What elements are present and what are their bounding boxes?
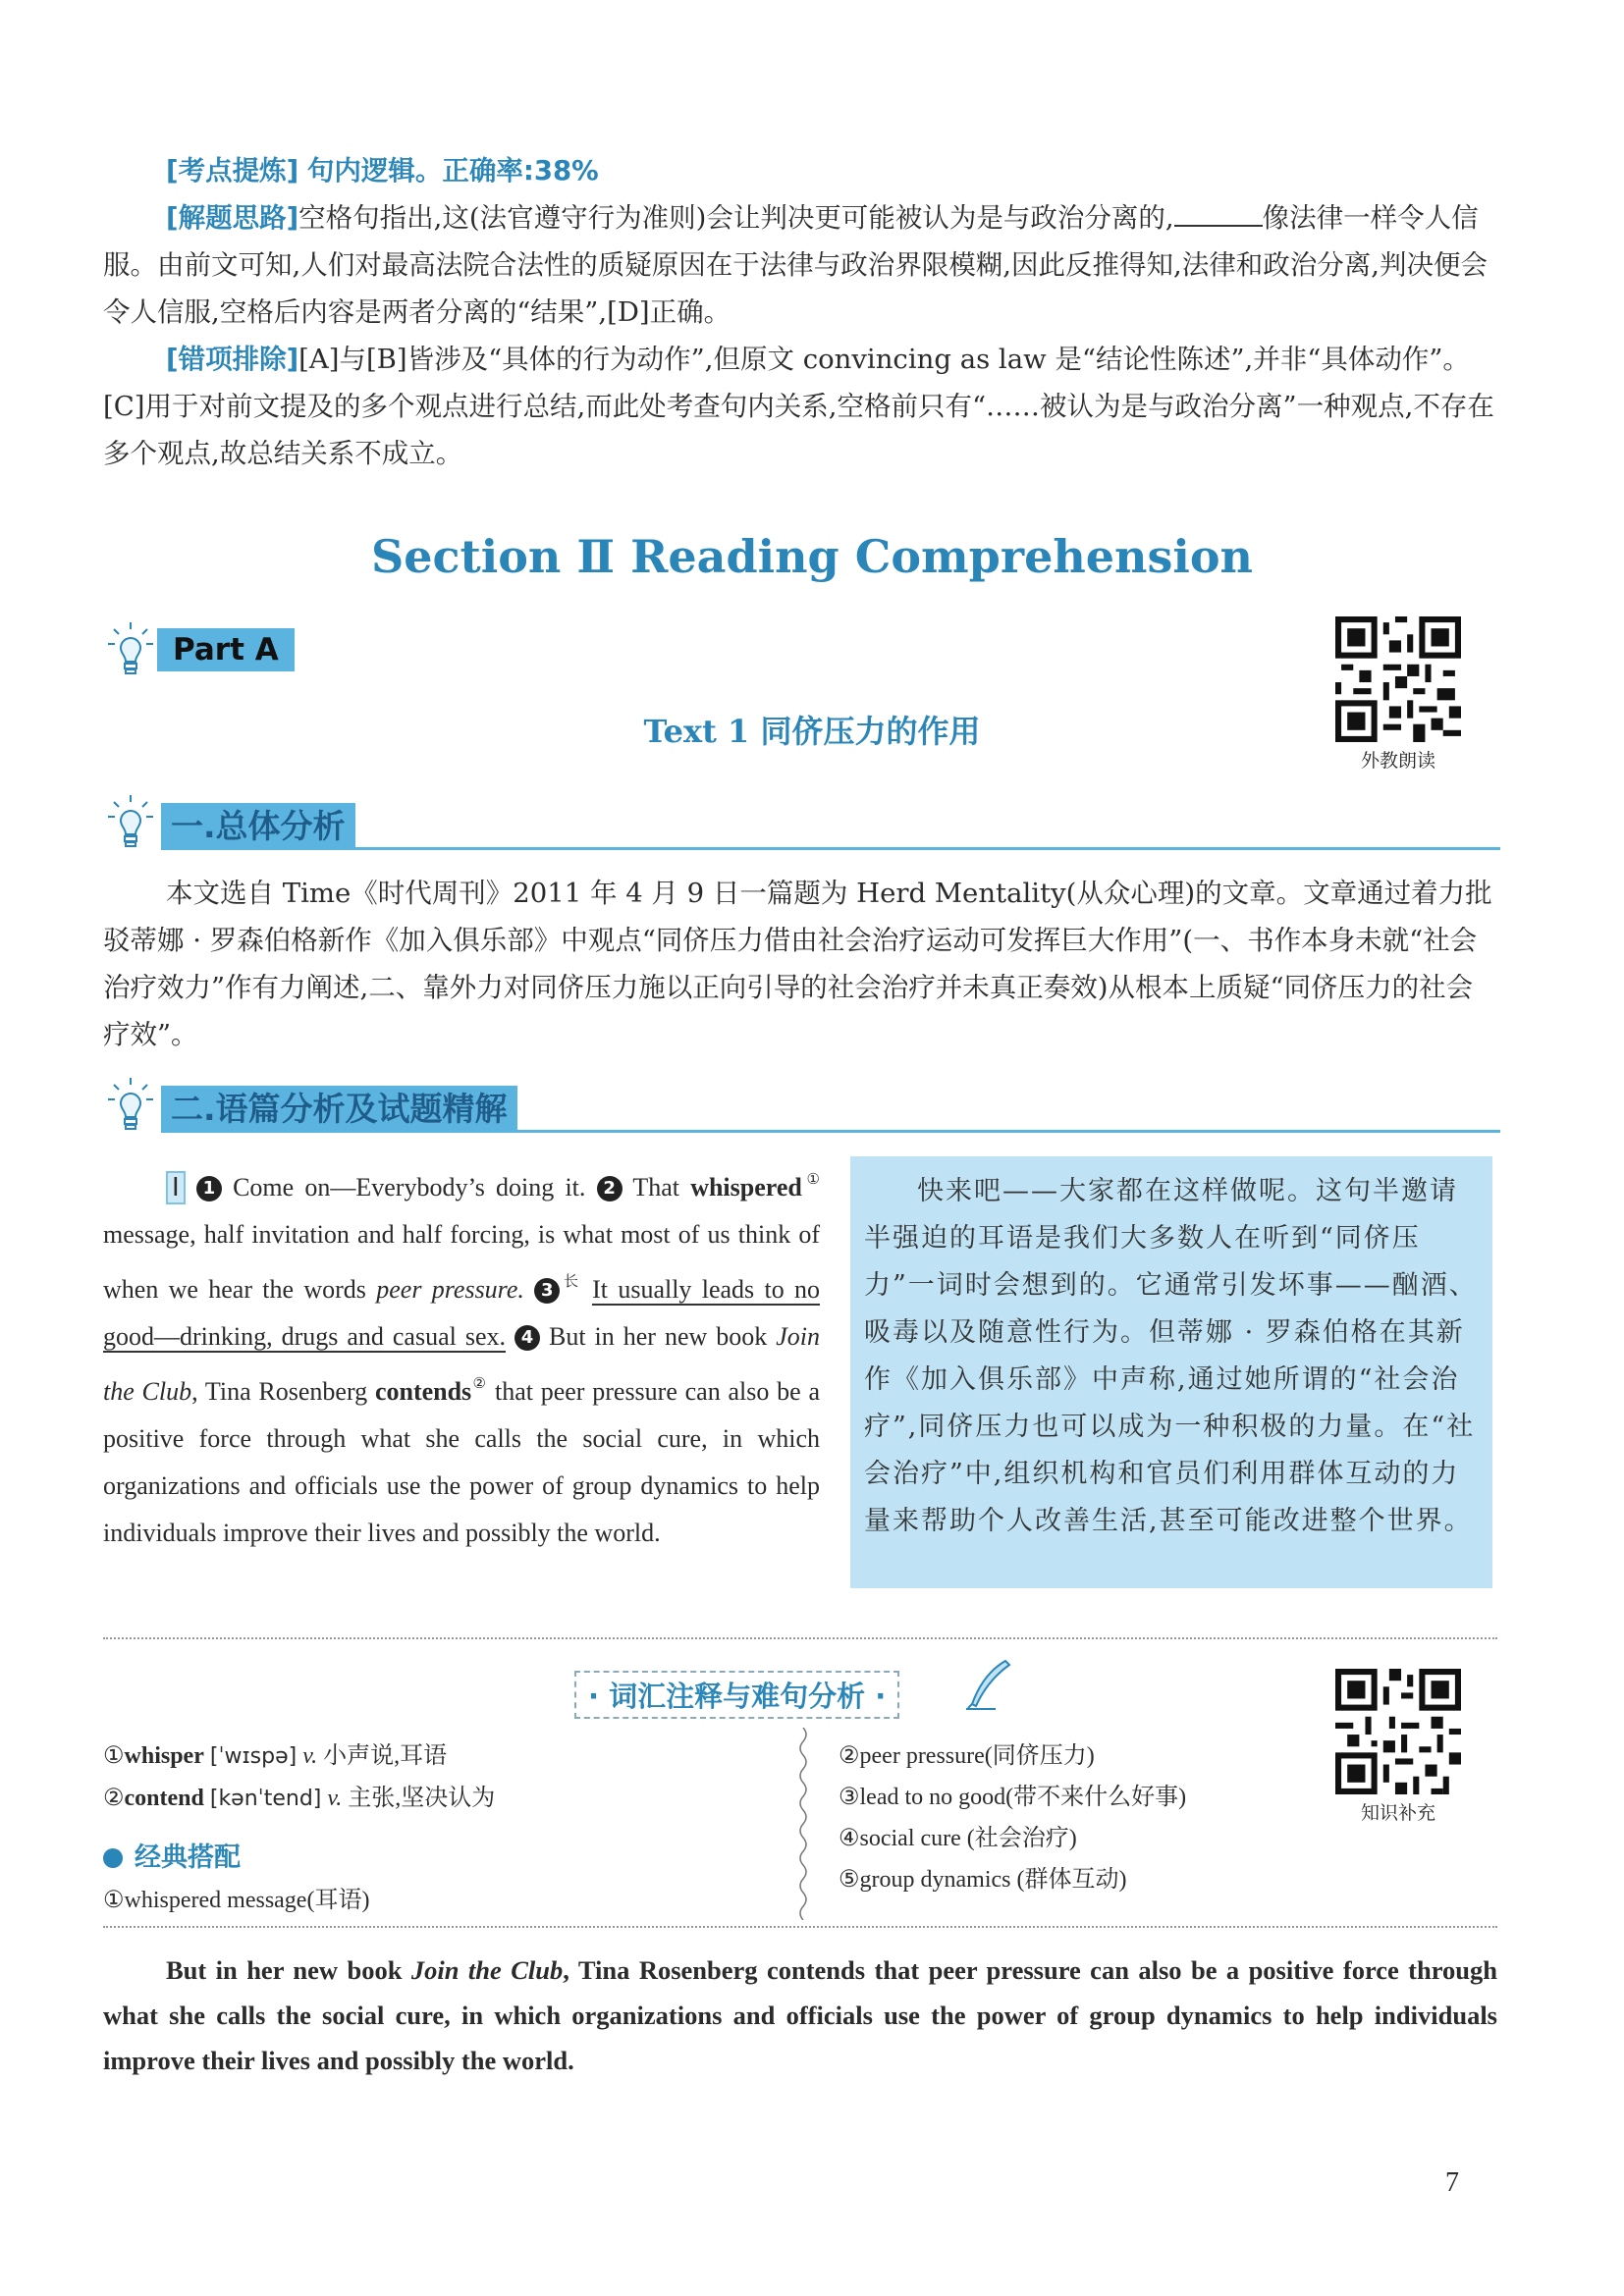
heading-1-label: 一.总体分析 (161, 803, 355, 850)
sentence-2b: message, half invitation and half forcing, is what most of us think of when we hear the words (103, 1220, 820, 1304)
heading-1-rule (161, 847, 1500, 850)
sentence-4b: , Tina Rosenberg (191, 1377, 368, 1406)
vocab-contends: contends (374, 1377, 472, 1406)
vocab-meaning: 小声说,耳语 (323, 1743, 448, 1769)
sentence-number-3: 3 (534, 1278, 560, 1304)
key-sentence-a: But in her new book (166, 1955, 403, 1985)
key-sentence (103, 1948, 1497, 2083)
vocab-pos: v. (327, 1786, 343, 1811)
vocab-meaning: 主张,坚决认为 (348, 1786, 496, 1811)
collocation-title: 经典搭配 (135, 1842, 241, 1873)
qr-label-knowledge: 知识补充 (1360, 1802, 1435, 1824)
paragraph-number: Ⅰ (166, 1171, 186, 1204)
footnote-2: ② (471, 1376, 488, 1392)
translation-text: 快来吧——大家都在这样做呢。这句半邀请半强迫的耳语是我们大多数人在听到“同侪压力”一词时会想到的。它通常引发坏事——酗酒、吸毒以及随意性行为。但蒂娜 · 罗森伯格在其新作《加入俱乐部》中声称,通过她所谓的“社会治疗”,同侪压力也可以成为一种积极的力量。在“社会治疗”中,组织机构和官员们利用群体互动的力量来帮助个人改善生活,甚至可能改进整个世界。 (864, 1176, 1478, 1536)
vocab-right-column (839, 1735, 1310, 1900)
text-title: Text 1 同侪压力的作用 (643, 713, 981, 750)
jieti-text-1: 空格句指出,这(法官遵守行为准则)会让判决更可能被认为是与政治分离的, (298, 202, 1174, 234)
section-title: Section Ⅱ Reading Comprehension (371, 530, 1253, 583)
heading-2-label: 二.语篇分析及试题精解 (161, 1086, 517, 1133)
vocab-phonetic: [kənˈtend] (209, 1787, 322, 1811)
kaodian-line (103, 147, 1497, 194)
sentence-2a: That (632, 1173, 679, 1201)
lightbulb-icon (106, 793, 155, 852)
lightbulb-icon (106, 620, 155, 679)
vocab-whispered: whispered (690, 1173, 802, 1201)
vocab-section-title: · 词汇注释与难句分析 · (574, 1671, 899, 1719)
cuoxiang-line (103, 336, 1497, 477)
sentence-1: Come on—Everybody’s doing it. (233, 1173, 586, 1201)
divider-top (103, 1637, 1497, 1639)
quill-pen-icon (966, 1659, 1011, 1710)
key-sentence-book-title: Join the Club (410, 1955, 564, 1985)
phrase-item: ③lead to no good(带不来什么好事) (839, 1785, 1187, 1810)
vocab-phonetic: [ˈwɪspə] (209, 1744, 298, 1769)
sentence-number-4: 4 (514, 1325, 540, 1351)
sentence-number-2: 2 (597, 1176, 623, 1201)
heading-discourse-analysis (106, 1080, 1500, 1131)
vocab-entry-whisper (103, 1735, 771, 1778)
footnote-1: ① (801, 1172, 820, 1188)
sentence-4a: But in her new book (549, 1322, 768, 1351)
collocation-heading (103, 1838, 771, 1880)
qr-code-icon[interactable] (1335, 616, 1461, 742)
jieti-line (103, 194, 1497, 336)
qr-code-icon[interactable] (1335, 1669, 1461, 1794)
english-passage (103, 1156, 820, 1557)
jieti-text-2: 像 (1262, 202, 1290, 234)
vocab-word: whisper (124, 1743, 204, 1769)
overview-paragraph (103, 870, 1497, 1058)
jieti-text-3: 法律一样令人信服。由前文可知,人们对最高法院合法性的质疑原因在于法律与政治界限模糊,因此反推得知,法律和政治分离,判决便会令人信服,空格后内容是两者分离的“结果”,[D]正确。 (103, 202, 1488, 328)
cuoxiang-tag: [错项排除] (166, 344, 299, 375)
book-title: Join the Club (103, 1322, 821, 1406)
jieti-tag: [解题思路] (166, 202, 299, 234)
bullet-dot-icon (103, 1848, 123, 1868)
overview-text: 本文选自 Time《时代周刊》2011 年 4 月 9 日一篇题为 Herd Mentality(从众心理)的文章。文章通过着力批驳蒂娜 · 罗森伯格新作《加入俱乐部》中观点“同侪压力借由社会治疗运动可发挥巨大作用”(一、书作本身未就“社会治疗效力”作有力阐述,二、靠外力对同侪压力施以正向引导的社会治疗并未真正奏效)从根本上质疑“同侪压力的社会疗效”。 (103, 878, 1492, 1050)
answer-blank (1174, 201, 1263, 227)
collocation-item: ①whispered message(耳语) (103, 1888, 370, 1913)
part-a-label: Part A (157, 628, 295, 671)
translation-panel (850, 1156, 1492, 1588)
vocab-left-column (103, 1735, 771, 1921)
divider-bottom (103, 1926, 1497, 1928)
page-number: 7 (1445, 2167, 1459, 2198)
sentence-number-1: 1 (196, 1176, 222, 1201)
vocab-pos: v. (302, 1743, 318, 1769)
lightbulb-icon (106, 1076, 155, 1135)
cuoxiang-text: [A]与[B]皆涉及“具体的行为动作”,但原文 convincing as law 是“结论性陈述”,并非“具体动作”。[C]用于对前文提及的多个观点进行总结,而此处考查句内关系,空格前只有“……被认为是与政治分离”一种观点,不存在多个观点,故总结关系不成立。 (103, 344, 1494, 469)
phrase-item: ⑤group dynamics (群体互动) (839, 1867, 1127, 1893)
vocab-entry-contend (103, 1778, 771, 1820)
vocab-num: ① (103, 1743, 125, 1769)
phrase-item: ④social cure (社会治疗) (839, 1826, 1077, 1851)
sentence-4c: that peer pressure can also be a positive force through what she calls the social cure, in which organizations and officials use the power of group dynamics to help individuals improve their lives and possibly the world. (103, 1377, 821, 1547)
vocab-word: contend (124, 1786, 204, 1811)
qr-label-read-aloud: 外教朗读 (1360, 750, 1435, 772)
heading-2-rule (161, 1130, 1500, 1133)
phrase-item: ②peer pressure(同侪压力) (839, 1743, 1095, 1769)
explanation-block (103, 147, 1497, 477)
term-peer-pressure: peer pressure. (376, 1275, 524, 1304)
heading-overall-analysis (106, 797, 1500, 848)
sentence-3: It usually leads to no good—drinking, drugs and casual sex. (103, 1275, 821, 1351)
kaodian-tag: [考点提炼] (166, 155, 299, 187)
vocab-num: ② (103, 1786, 125, 1811)
long-sentence-mark: 长 (560, 1274, 582, 1290)
wavy-divider (797, 1728, 809, 1920)
kaodian-text: 句内逻辑。正确率:38% (306, 155, 599, 187)
key-sentence-b: , Tina Rosenberg contends that peer pressure can also be a positive force through what she calls the social cure, in which organizations and officials use the power of group dynamics to help individuals improve their lives and possibly the world. (103, 1955, 1497, 2075)
